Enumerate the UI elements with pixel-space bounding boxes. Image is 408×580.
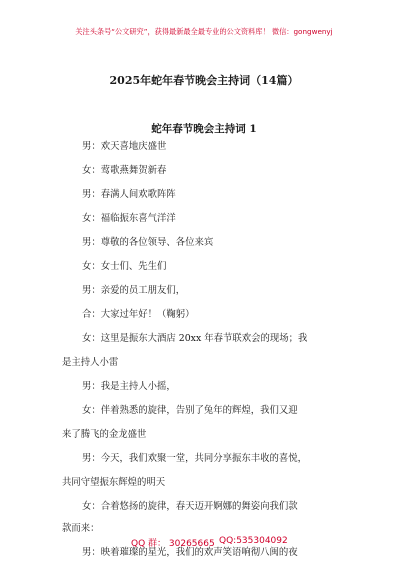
- footer-contact: [0, 536, 408, 550]
- script-line: 款而来：: [62, 523, 100, 534]
- footer-qq: QQ:535304092: [219, 536, 288, 546]
- document-title: 2025年蛇年春节晚会主持词（14篇）: [109, 74, 299, 87]
- script-line: 男：我是主持人小摇，: [82, 381, 176, 392]
- script-line: 女：女士们、先生们: [82, 261, 167, 272]
- script-line: 来了腾飞的金龙盛世: [62, 429, 147, 440]
- script-line: 男：今天，我们欢聚一堂，共同分享振东丰收的喜悦，: [82, 453, 308, 464]
- script-line: 女：福临振东喜气洋洋: [82, 213, 176, 224]
- script-line: 女：莺歌燕舞贺新春: [82, 165, 167, 176]
- script-line: 女：这里是振东大酒店 20xx 年春节联欢会的现场；我: [82, 333, 308, 344]
- script-line: 男：欢天喜地庆盛世: [82, 141, 167, 152]
- script-line: 女：伴着熟悉的旋律，告别了兔年的辉煌，我们又迎: [82, 405, 298, 416]
- footer-qq-group: QQ 群： 30265665: [131, 539, 215, 549]
- script-line: 男：亲爱的员工朋友们，: [82, 285, 186, 296]
- script-line: 男：映着璀璨的星光，我们的欢声笑语响彻八闽的夜: [82, 547, 298, 558]
- script-line: 男：尊敬的各位领导、各位来宾: [82, 237, 214, 248]
- script-line: 是主持人小雷: [62, 357, 119, 368]
- header-notice: 关注头条号“公文研究”，获得最新最全最专业的公文资料库！ 微信：gongwenyj: [75, 27, 333, 36]
- script-line: 合：大家过年好！（鞠躬）: [82, 309, 195, 320]
- section-title: 蛇年春节晚会主持词 1: [151, 123, 257, 135]
- script-line: 共同守望振东辉煌的明天: [62, 477, 166, 488]
- script-line: 女：合着悠扬的旋律，春天迈开婀娜的舞姿向我们款: [82, 501, 298, 512]
- script-line: 男：春满人间欢歌阵阵: [82, 189, 176, 200]
